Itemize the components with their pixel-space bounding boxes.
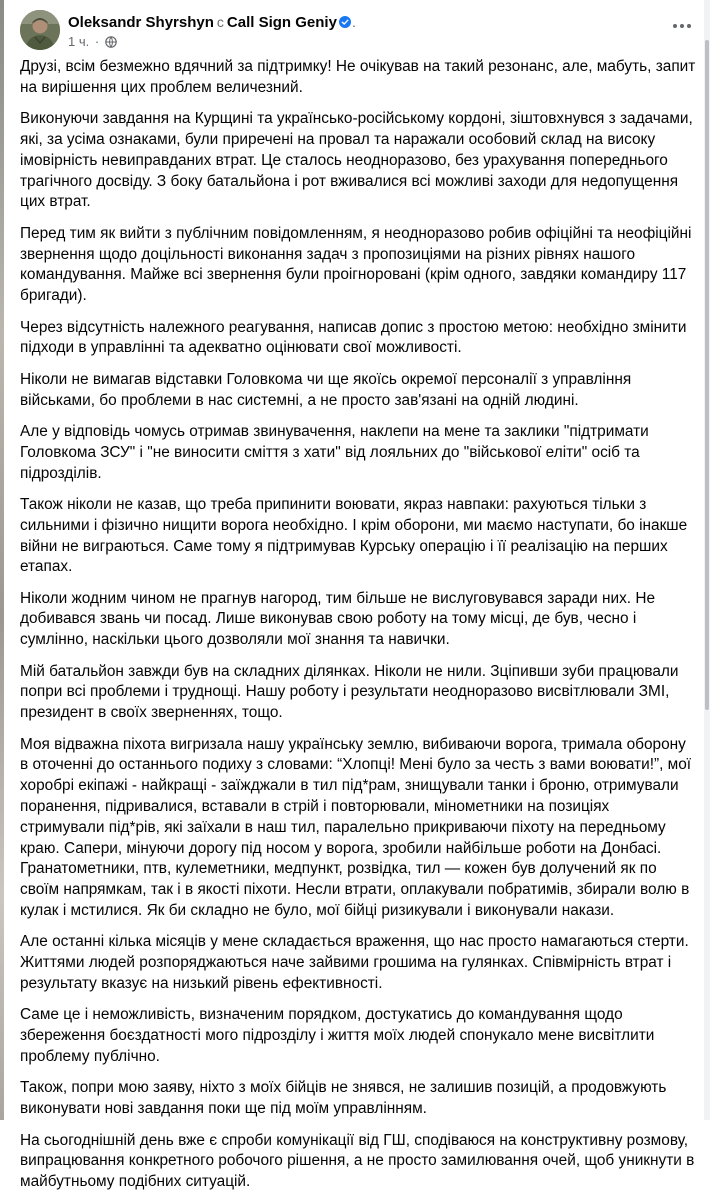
post-meta	[68, 34, 117, 52]
author-line	[68, 12, 356, 34]
post-paragraph: Моя відважна піхота вигризала нашу українську землю, вибиваючи ворога, тримала оборону в оточенні до останнього подиху з словами: “Хлопці! Мені було за честь з вами воювати!”, мої хоробрі екіпажі - найкращі - заїжджали в тил під*рам, знищували танки і броню, отримували поранення, підривалися, вставали в стрій і повторювали, мінометники на позиціях стримували під*рів, які заїхали в наш тил, паралельно прикриваючи піхоту на передньому краю. Сапери, мінуючи дорогу під носом у ворога, зробили найбільше роботи на Донбасі. Гранатометники, птв, кулеметники, медпункт, розвідка, тил — кожен був долучений як по своїм напрямкам, так і в якості піхоти. Несли втрати, оплакували побратимів, збирали волю в кулак і мстилися. Як би складно не було, мої бійці ризикували і виконували накази.	[20, 735, 692, 920]
verified-icon	[339, 14, 351, 34]
scrollbar-thumb[interactable]	[705, 40, 709, 710]
post-paragraph: Перед тим як вийти з публічним повідомленням, я неодноразово робив офіційні та неофіційні звернення щодо доцільності виконання задач з пропозиціями на різних рівнях нашого командування. Майже всі звернення були проігноровані (крім одного, завдяки командиру 117 бригади).	[20, 224, 692, 305]
more-dots-icon	[670, 16, 694, 36]
post-paragraph: Через відсутність належного реагування, написав допис з простою метою: необхідно змінити підходи в управлінні та адекватно оцінювати свої можливості.	[20, 318, 687, 357]
post-paragraph: Виконуючи завдання на Курщині та українсько-російському кордоні, зіштовхнувся з задачами, які, за усіма ознаками, були приречені на провал та наражали особовий склад на високу імовірність невиправданих втрат. Це сталось неодноразово, без урахування попереднього трагічного досвіду. З боку батальйона і рот вживалися всі можливі заходи для недопущення цих втрат.	[20, 110, 693, 211]
meta-separator: ·	[94, 34, 100, 49]
avatar-image	[20, 10, 60, 50]
avatar[interactable]	[20, 10, 60, 50]
post-paragraph: Також ніколи не казав, що треба припинити воювати, якраз навпаки: рахуються тільки з сильними і фізично нищити ворога необхідно. І крім оборони, ми маємо наступати, бо інакше війни не виграються. Саме тому я підтримував Курську операцію і її реалізацію на перших етапах.	[20, 495, 688, 576]
post-text	[20, 57, 696, 1204]
post-header	[20, 10, 694, 54]
globe-icon[interactable]	[105, 36, 117, 52]
scrollbar-track[interactable]	[704, 0, 710, 1120]
background-photo-edge	[0, 0, 4, 1120]
post-paragraph: Мій батальйон завжди був на складних ділянках. Ніколи не нили. Зціпивши зуби працювали попри всі проблеми і труднощі. Нашу роботу і результати неодноразово висвітлювали ЗМІ, президент в своїх зверненнях, тощо.	[20, 662, 679, 722]
post-timestamp-link[interactable]: 1 ч.	[68, 34, 90, 49]
post-paragraph: Ніколи не вимагав відставки Головкома чи ще якоїсь окремої персоналії з управління військами, бо проблеми в нас системні, а не просто зав'язані на одній людині.	[20, 370, 632, 409]
author-name-link[interactable]: Oleksandr Shyrshyn	[68, 14, 214, 31]
post-paragraph: Але у відповідь чомусь отримав звинувачення, наклепи на мене та заклики "підтримати Головкома ЗСУ" і "не виносити сміття з хати" від лояльних до "військової еліти" осіб та підрозділів.	[20, 422, 649, 482]
post-paragraph: Саме це і неможливість, визначеним порядком, достукатись до командування щодо збереження боєздатності мого підрозділу і життя моїх людей спонукало мене висвітлити проблему публічно.	[20, 1006, 655, 1065]
post-paragraph: Ніколи жодним чином не прагнув нагород, тим більше не вислуговувався заради них. Не добивався звань чи посад. Лише виконував свою роботу на тому місці, де був, чесно і сумлінно, наскільки цього дозволяли мої знання та навички.	[20, 589, 655, 649]
post-paragraph: На сьогоднішній день вже є спроби комунікації від ГШ, сподіваюся на конструктивну розмову, випрацювання конкретного робочого рішення, а не просто замилювання очей, щоб уникнути в майбутньому подібних ситуацій.	[20, 1131, 695, 1191]
page-name-link[interactable]: Call Sign Geniy	[226, 14, 337, 31]
post-paragraph: Друзі, всім безмежно вдячний за підтримку! Не очікував на такий резонанс, але, мабуть, запит на вирішення цих проблем величезний.	[20, 58, 696, 96]
page-suffix: .	[351, 14, 356, 30]
post-paragraph: Але останні кілька місяців у мене складається враження, що нас просто намагаються стерти. Життями людей розпоряджаються наче зайвими грошима на гулянках. Співмірність втрат і результату вказує на низький рівень ефективності.	[20, 933, 689, 993]
more-options-button[interactable]	[670, 16, 694, 36]
post-paragraph: Також, попри мою заяву, ніхто з моїх бійців не знявся, не залишив позицій, а продовжують виконувати нові завдання поки ще під моїм управлінням.	[20, 1079, 667, 1118]
with-word: с	[216, 14, 224, 30]
